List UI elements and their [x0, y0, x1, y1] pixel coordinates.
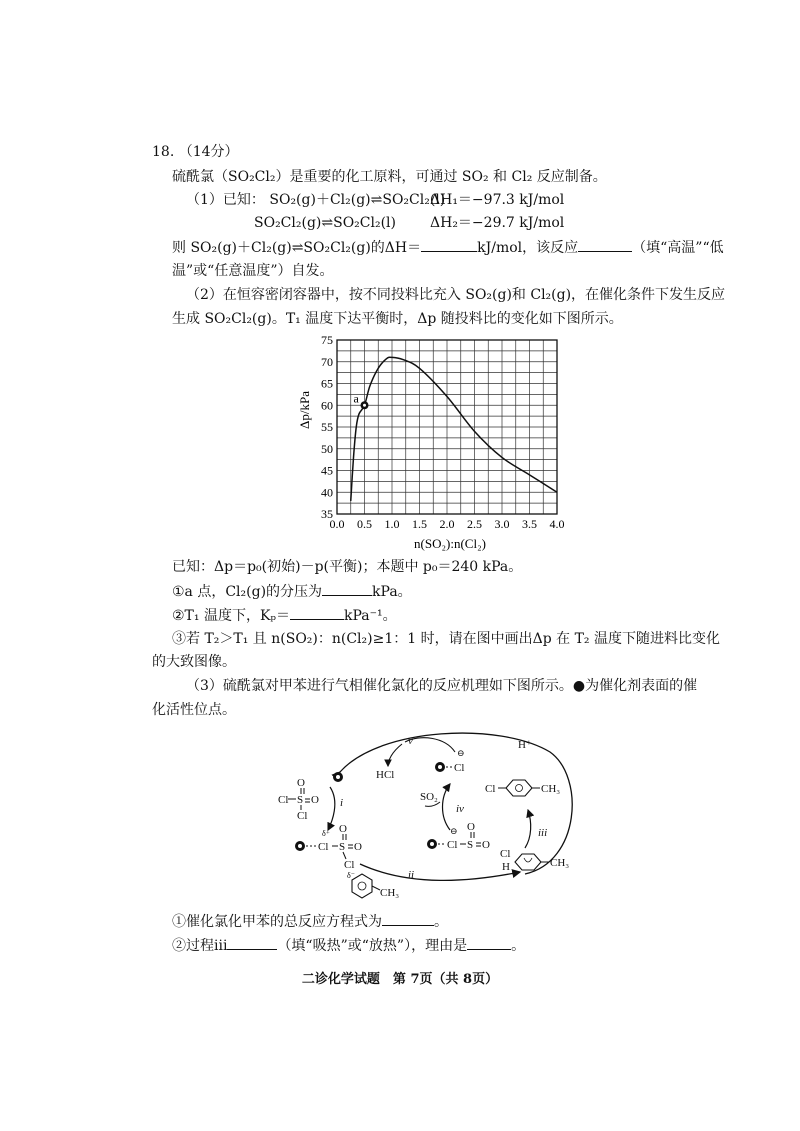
label-h-sigma: H — [502, 861, 510, 873]
svg-text:⊖ — [457, 748, 465, 758]
cycle-arc-bottom — [360, 864, 520, 880]
answer-blank-overall-equation[interactable] — [382, 911, 434, 926]
part1-dh1: ΔH₁＝−97.3 kJ/mol — [430, 192, 565, 208]
part2-line1: （2）在恒容密闭容器中，按不同投料比充入 SO₂(g)和 Cl₂(g)，在催化条件下发生反应 — [186, 287, 726, 303]
part2-q2 — [172, 605, 397, 626]
label-cl-product: Cl — [485, 783, 496, 795]
part1-ask-text-c: （填“高温”“低 — [632, 240, 724, 256]
x-tick-label: 3.5 — [522, 517, 537, 531]
x-tick-label: 2.5 — [467, 517, 482, 531]
label-s: S — [297, 794, 304, 806]
part2-q3-line1: ③若 T₂＞T₁ 且 n(SO₂)：n(Cl₂)≥1：1 时，请在图中画出Δp 在 T₂ 温度下随进料比变化 — [172, 631, 720, 647]
reaction-mechanism-diagram — [270, 722, 590, 908]
svg-text:O — [354, 841, 362, 853]
sigma-complex-icon — [515, 854, 541, 870]
y-tick-label: 60 — [321, 398, 333, 413]
y-tick-label: 50 — [321, 441, 333, 456]
svg-text:⊖ — [450, 826, 458, 836]
svg-text:SO₂ — [420, 791, 438, 803]
x-tick-label: 4.0 — [549, 517, 565, 531]
chart-grid — [337, 340, 557, 514]
chart-ticks — [321, 333, 565, 531]
delta-p-chart — [295, 332, 595, 554]
x-tick-label: 2.0 — [439, 517, 455, 531]
page-footer: 二诊化学试题 第 7页（共 8页） — [301, 972, 499, 987]
svg-text:O — [297, 777, 305, 789]
step-v-label: v — [408, 735, 413, 747]
label-cl-bottom: Cl — [297, 810, 308, 822]
answer-blank-cl2-pressure[interactable] — [322, 581, 372, 596]
part3-q1-text-a: ①催化氯化甲苯的总反应方程式为 — [172, 914, 382, 930]
svg-text:Cl — [454, 762, 464, 774]
x-tick-label: 1.0 — [384, 517, 400, 531]
part1-ask-text-a: 则 SO₂(g)＋Cl₂(g)⇌SO₂Cl₂(g)的ΔH＝ — [172, 240, 422, 256]
part2-q3-line2: 的大致图像。 — [152, 654, 236, 670]
x-tick-label: 1.5 — [412, 517, 427, 531]
part2-q1-text-b: kPa。 — [372, 584, 412, 600]
label-o: O — [311, 794, 319, 806]
svg-text:O — [311, 794, 319, 806]
svg-text:CH₃ — [550, 857, 569, 869]
svg-text:iv — [456, 803, 464, 815]
part1-label: （1）已知： — [186, 192, 265, 208]
part1-dh2: ΔH₂＝−29.7 kJ/mol — [430, 215, 565, 231]
step-ii-label: ii — [408, 869, 415, 881]
question-number: 18. — [152, 144, 175, 160]
label-cl: Cl — [278, 794, 289, 806]
svg-text:HCl — [376, 769, 394, 781]
svg-text:Cl — [500, 848, 510, 860]
label-o-adsorbed: O — [354, 841, 362, 853]
toluene-icon — [352, 874, 380, 898]
svg-text:i — [340, 797, 343, 809]
label-hcl: HCl — [376, 769, 395, 781]
series-line — [351, 357, 557, 501]
svg-text:O — [339, 823, 347, 835]
svg-text:H — [502, 861, 510, 873]
part1-ask — [172, 237, 724, 258]
part1-ask-cont: 温”或“任意温度”）自发。 — [172, 263, 334, 279]
step-iv-label: iv — [456, 803, 464, 815]
chart-y-axis-label: Δp/kPa — [297, 391, 312, 429]
answer-blank-heat[interactable] — [227, 935, 277, 950]
label-delta-plus: δ⁺ — [322, 829, 330, 838]
x-tick-label: 3.0 — [494, 517, 510, 531]
svg-text:S — [297, 794, 303, 806]
question-header — [152, 142, 239, 162]
y-tick-label: 55 — [321, 420, 333, 434]
step-i-label: i — [340, 797, 344, 809]
label-ch3-toluene: CH₃ — [380, 887, 400, 899]
y-tick-label: 65 — [321, 376, 333, 391]
part3-q1 — [172, 911, 448, 932]
label-s-mid: S — [467, 839, 474, 851]
svg-text:Cl — [297, 810, 307, 822]
label-ch3-product: CH₃ — [541, 783, 561, 795]
answer-blank-spontaneity[interactable] — [578, 237, 632, 252]
part3-line1: （3）硫酰氯对甲苯进行气相催化氯化的反应机理如下图所示。●为催化剂表面的催 — [186, 678, 698, 694]
x-tick-label: 0.5 — [357, 517, 372, 531]
part3-q2-text-c: 。 — [511, 938, 526, 954]
label-cl-mid: Cl — [447, 839, 458, 851]
label-o-mid: O — [482, 839, 490, 851]
part3-q2 — [172, 935, 525, 956]
svg-text:CH₃ — [380, 887, 399, 899]
svg-text:ii — [408, 869, 414, 881]
part3-line2: 化活性位点。 — [152, 702, 236, 718]
part3-q2-text-a: ②过程iii — [172, 938, 228, 954]
label-o-adsorbed-top: O — [339, 823, 347, 835]
answer-blank-reason[interactable] — [467, 935, 511, 950]
chlorotoluene-icon — [506, 780, 532, 796]
svg-text:O — [467, 821, 475, 833]
question-intro: 硫酰氯（SO₂Cl₂）是重要的化工原料，可通过 SO₂ 和 Cl₂ 反应制备。 — [172, 169, 607, 185]
chart-x-axis-label: n(SO₂):n(Cl₂) — [414, 536, 486, 551]
label-minus-charge-top: ⊖ — [457, 748, 465, 758]
y-tick-label: 45 — [321, 463, 333, 478]
label-o-mid-top: O — [467, 821, 475, 833]
svg-text:Cl — [318, 841, 328, 853]
svg-text:CH₃ — [541, 783, 560, 795]
part1-known-line1 — [186, 190, 445, 210]
x-tick-label: 0.0 — [329, 517, 345, 531]
step-iii-label: iii — [538, 827, 548, 839]
svg-text:O — [482, 839, 490, 851]
label-minus-charge-mid: ⊖ — [450, 826, 458, 836]
chart-series — [351, 357, 557, 501]
label-h-plus: H⁺ — [518, 739, 532, 751]
point-a-marker-center — [363, 404, 366, 407]
svg-text:Cl — [344, 859, 354, 871]
label-so2: SO₂ — [420, 791, 438, 803]
y-tick-label: 35 — [321, 507, 333, 521]
label-ch3-sigma: CH₃ — [550, 857, 570, 869]
svg-text:S — [339, 841, 345, 853]
label-cl-sigma: Cl — [500, 848, 511, 860]
label-cl-top: Cl — [454, 762, 465, 774]
label-o-top: O — [297, 777, 305, 789]
svg-text:δ⁺ — [322, 829, 330, 838]
y-tick-label: 40 — [321, 485, 333, 500]
y-tick-label: 75 — [321, 333, 333, 347]
part3-q1-text-b: 。 — [434, 914, 448, 930]
svg-text:Cl — [447, 839, 457, 851]
part2-q2-text-a: ②T₁ 温度下，Kₚ＝ — [172, 608, 291, 624]
part1-equation-2: SO₂Cl₂(g)⇌SO₂Cl₂(l) — [254, 215, 396, 231]
part2-q1 — [172, 581, 412, 602]
part2-known: 已知：Δp＝p₀(初始)－p(平衡)；本题中 p₀＝240 kPa。 — [172, 559, 523, 575]
part1-ask-text-b: kJ/mol，该反应 — [477, 240, 579, 256]
svg-text:S — [467, 839, 473, 851]
answer-blank-dh[interactable] — [421, 237, 477, 252]
label-cl-adsorbed: Cl — [318, 841, 329, 853]
svg-text:v — [408, 735, 413, 747]
label-delta-minus: δ⁻ — [347, 871, 355, 880]
part1-equation-1: SO₂(g)＋Cl₂(g)⇌SO₂Cl₂(l) — [269, 192, 446, 208]
question-score: （14分） — [178, 144, 239, 160]
label-s-adsorbed: S — [339, 841, 346, 853]
y-tick-label: 70 — [321, 354, 333, 369]
part2-line2: 生成 SO₂Cl₂(g)。T₁ 温度下达平衡时，Δp 随投料比的变化如下图所示。 — [172, 311, 623, 327]
part2-q2-text-b: kPa⁻¹。 — [344, 608, 397, 624]
part3-q2-text-b: （填“吸热”或“放热”），理由是 — [277, 938, 468, 954]
point-a-label: a — [353, 391, 359, 406]
part2-q1-text-a: ①a 点，Cl₂(g)的分压为 — [172, 584, 323, 600]
answer-blank-kp[interactable] — [290, 605, 344, 620]
svg-text:H⁺ — [518, 739, 532, 751]
svg-text:Cl — [485, 783, 495, 795]
svg-text:Cl — [278, 794, 288, 806]
label-cl-adsorbed-bottom: Cl — [344, 859, 355, 871]
svg-text:iii — [538, 827, 547, 839]
